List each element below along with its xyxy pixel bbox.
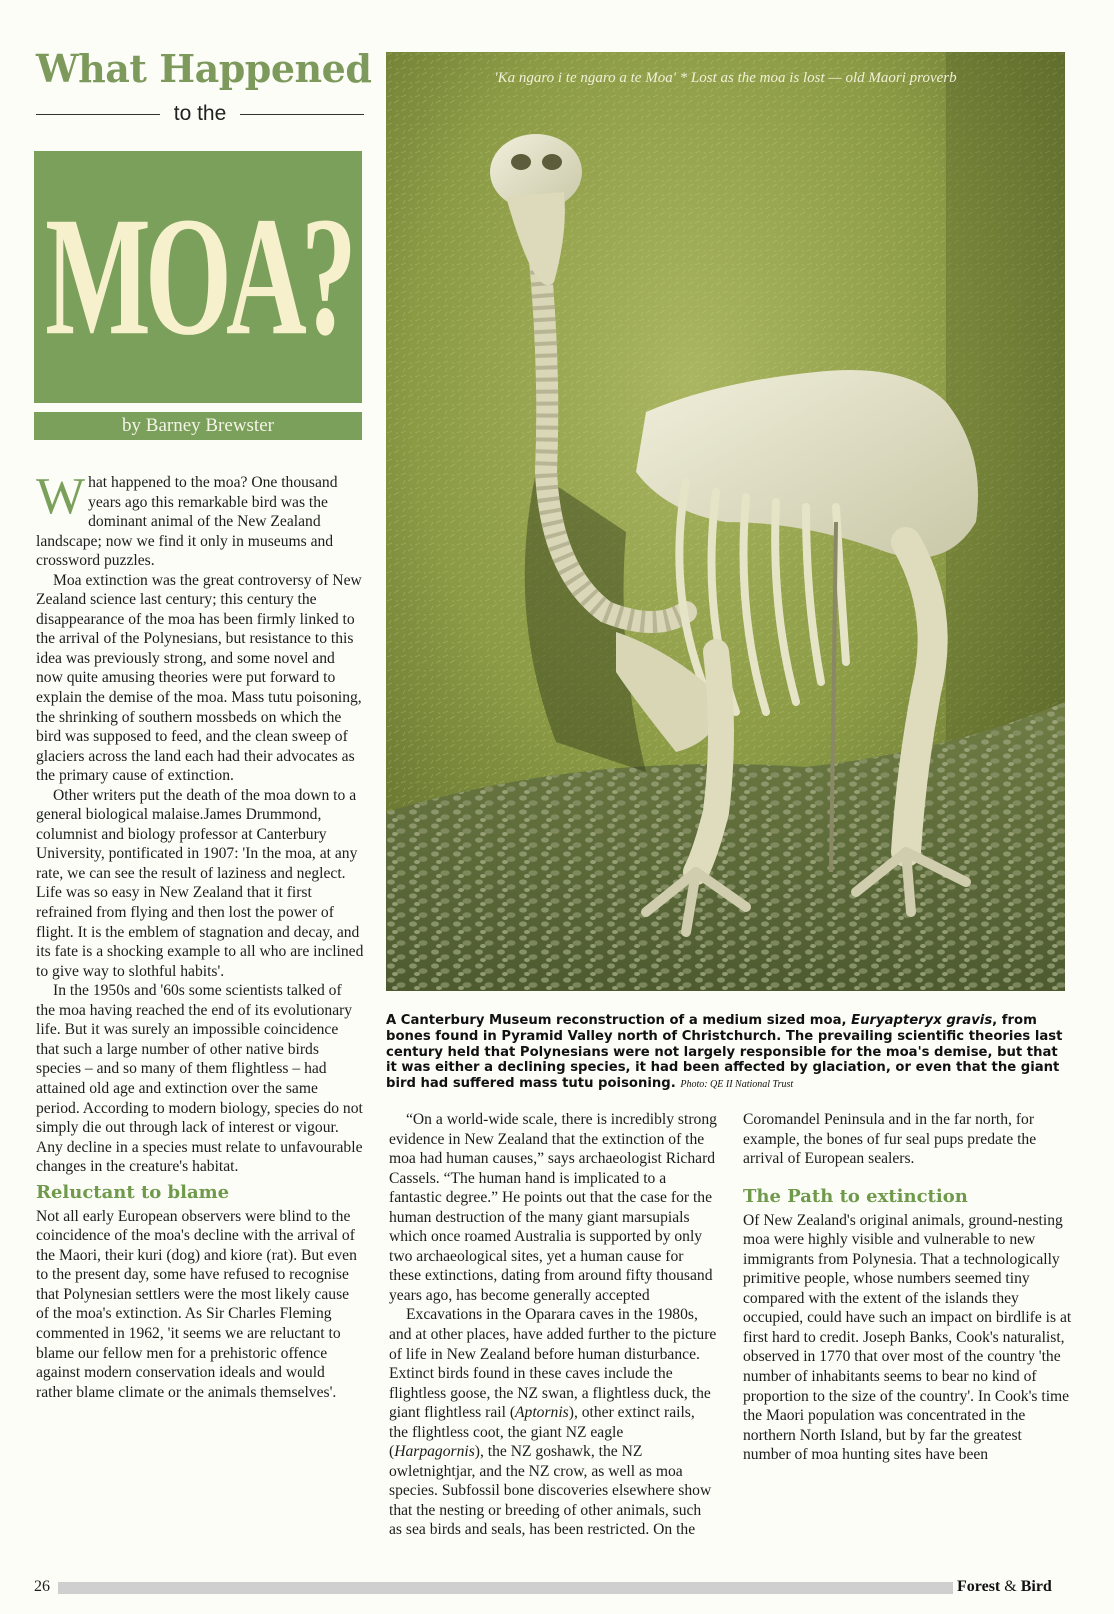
article-column-3 xyxy=(743,1110,1073,1465)
page-number: 26 xyxy=(34,1578,50,1595)
paragraph-4: In the 1950s and '60s some scientists talked of the moa having reached the end of its evolutionary life. But it was surely an impossible coincidence that such a large number of other native birds species – and so many of them flightless – had attained old age and extinction over the same period. According to modern biology, species do not simply die out through lack of interest or vigour. Any decline in a species must relate to unfavourable changes in the creature's habitat. xyxy=(36,982,363,1176)
magazine-name-forest: Forest xyxy=(957,1578,1001,1595)
paragraph-7-text-a: Excavations in the Oparara caves in the 1980s, and at other places, have added further to the picture of life in New Zealand before human disturbance. Extinct birds found in these caves include the flightless goose, the NZ swan, a flightless duck, the giant flightless rail ( xyxy=(389,1306,717,1422)
caption-species: Euryapteryx gravis xyxy=(851,1013,993,1028)
photo-caption xyxy=(386,1013,1072,1093)
paragraph-6: “On a world-wide scale, there is incredibly strong evidence in New Zealand that the extinction of the moa had human causes,” says archaeologist Richard Cassels. “The human hand is implicated to a fantastic degree.” He points out that the case for the human destruction of the many giant marsupials which once roamed Australia is supported by only two archaeological sites, yet a human cause for these extinctions, dating from around fifty thousand years ago, has become generally accepted xyxy=(389,1111,717,1304)
article-column-1 xyxy=(36,468,364,1402)
paragraph-8: Of New Zealand's original animals, ground-nesting moa were highly visible and vulnerable to new immigrants from Polynesia. That a technologically primitive people, whose numbers seemed tiny compared with the extent of the islands they occupied, could have such an impact on birdlife is at first hard to credit. Joseph Banks, Cook's naturalist, observed in 1770 that over most of the country 'the number of inhabitants seems to bear no kind of proportion to the size of the country'. In Cook's time the Maori population was concentrated in the northern North Island, but by far the greatest number of moa hunting sites have been xyxy=(743,1211,1072,1464)
moa-skeleton-illustration xyxy=(386,52,1065,991)
paragraph-7-text-b: ), other extinct rails, the flightless coot, the giant NZ eagle ( xyxy=(389,1404,695,1461)
caption-text-2: , from bones found in Pyramid Valley north of Christchurch. The prevailing scientific theories last century held that Polynesians were not largely responsible for the moa's demise, but that it was either a declining species, it had been affected by glaciation, or even that the giant bird had suffered mass tutu poisoning. xyxy=(386,1013,1063,1092)
proverb-english-text: * Lost as the moa is lost — xyxy=(679,70,842,86)
proverb-source: old Maori proverb xyxy=(845,70,957,86)
headline-to-the: to the xyxy=(173,102,227,125)
subheading-path: The Path to extinction xyxy=(743,1185,968,1207)
footer-bar xyxy=(58,1582,953,1594)
drop-cap: W xyxy=(36,468,86,525)
paragraph-5: Not all early European observers were blind to the coincidence of the moa's decline with the arrival of the Maori, their kuri (dog) and kiore (rat). But even to the present day, some have refused to recognise that Polynesian settlers were the most likely cause of the moa's extinction. As Sir Charles Fleming commented in 1962, 'it seems we are reluctant to blame our fellow men for a prehistoric offence against modern conservation ideals and would rather blame climate or the animals themselves'. xyxy=(36,1207,357,1401)
paragraph-3: Other writers put the death of the moa down to a general biological malaise.James Drummond, columnist and biology professor at Canterbury University, pontificated in 1907: 'In the moa, at any rate, we can see the result of laziness and neglect. Life was so easy in New Zealand that it first refrained from flying and then lost the power of flight. It is the emblem of stagnation and decay, and its fate is a shocking example to all who are inclined to give way to slothful habits'. xyxy=(36,786,364,980)
paragraph-7 xyxy=(389,1305,717,1540)
headline-to-the-row xyxy=(36,99,364,129)
title-rule-left xyxy=(36,114,160,115)
paragraph-2: Moa extinction was the great controversy of New Zealand science last century; this century the disappearance of the moa has been firmly linked to the arrival of the Polynesians, but resistance to this idea was previously strong, and some novel and now quite amusing theories were put forward to explain the demise of the moa. Mass tutu poisoning, the shrinking of southern mossbeds on which the bird was supposed to feed, and the clean sweep of glaciers across the land each had their advocates as the primary cause of extinction. xyxy=(36,571,362,785)
moa-title-box xyxy=(34,151,362,403)
subheading-reluctant: Reluctant to blame xyxy=(36,1181,230,1203)
magazine-name xyxy=(957,1578,1052,1596)
proverb-maori-text: 'Ka ngaro i te ngaro a te Moa' xyxy=(494,70,676,86)
species-harpagornis: Harpagornis xyxy=(394,1443,475,1461)
magazine-name-amp: & xyxy=(1004,1578,1017,1595)
title-rule-right xyxy=(240,114,364,115)
paragraph-7-continued: Coromandel Peninsula and in the far north, for example, the bones of fur seal pups predate the arrival of European sealers. xyxy=(743,1111,1037,1168)
headline-what-happened: What Happened xyxy=(36,46,372,91)
paragraph-1-text: hat happened to the moa? One thousand years ago this remarkable bird was the dominant animal of the New Zealand landscape; now we find it only in museums and crossword puzzles. xyxy=(36,474,338,570)
maori-proverb xyxy=(386,70,1065,87)
paragraph-1 xyxy=(36,468,364,571)
article-column-2 xyxy=(389,1110,717,1540)
photo-credit: Photo: QE II National Trust xyxy=(680,1079,794,1091)
paragraph-7-text-c: ), the NZ goshawk, the NZ owletnightjar, and the NZ crow, as well as moa species. Subfossil bone discoveries elsewhere show that the nesting or breeding of other animals, such as sea birds and seals, has been restricted. On the xyxy=(389,1443,712,1539)
headline-moa: MOA? xyxy=(45,182,351,372)
moa-skeleton-photo xyxy=(386,52,1065,991)
caption-text-1: A Canterbury Museum reconstruction of a medium sized moa, xyxy=(386,1013,852,1028)
byline: by Barney Brewster xyxy=(34,412,362,440)
species-aptornis: Aptornis xyxy=(515,1404,569,1422)
magazine-name-bird: Bird xyxy=(1020,1578,1052,1595)
